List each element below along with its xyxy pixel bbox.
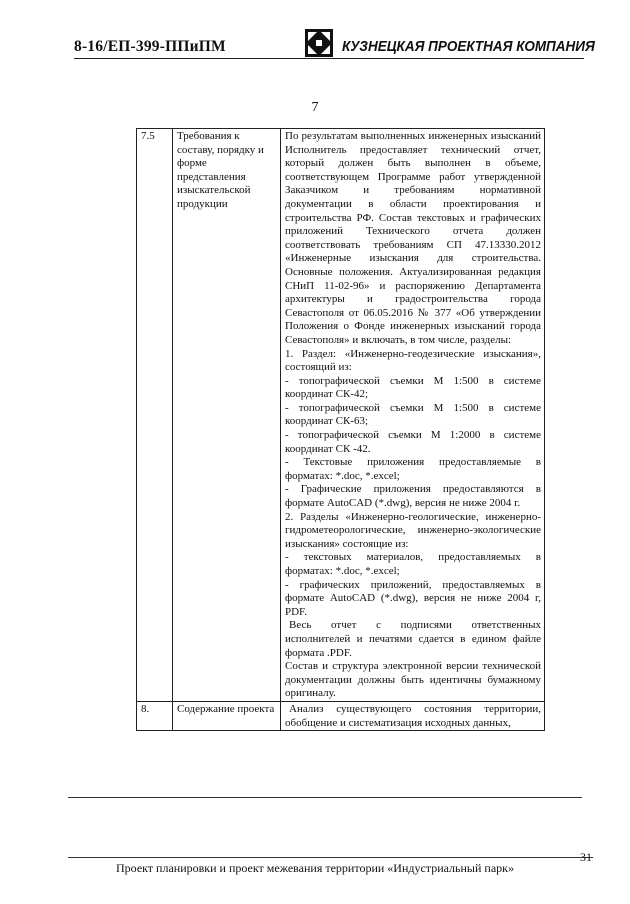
- desc-paragraph: - топографической съемки М 1:2000 в системе координат СК -42.: [285, 429, 541, 455]
- table-row: [137, 129, 545, 702]
- table-row: [137, 701, 545, 730]
- row-description: [281, 701, 545, 730]
- page-number: 7: [311, 100, 319, 115]
- desc-paragraph: - топографической съемки М 1:500 в системе координат СК-42;: [285, 374, 541, 401]
- desc-paragraph: - текстовых материалов, предоставляемых в форматах: *.doc, *.excel;: [285, 551, 541, 577]
- row-number: 7.5: [137, 129, 173, 702]
- bottom-rule: [68, 797, 582, 798]
- requirements-table: [136, 128, 545, 731]
- desc-paragraph: - графических приложений, предоставляемых в формате AutoCAD (*.dwg), версия не ниже 2004 г, PDF.: [285, 578, 541, 618]
- desc-paragraph: Состав и структура электронной версии технической документации должны быть идентичны бумажному оригиналу.: [285, 660, 541, 700]
- row-description: [281, 129, 545, 702]
- footer-rule: [68, 857, 593, 858]
- doc-code: 8-16/ЕП-399-ППиПМ: [74, 38, 226, 55]
- desc-paragraph: - Текстовые приложения предоставляемые в форматах: *.doc, *.excel;: [285, 456, 541, 482]
- header-rule: [74, 58, 584, 59]
- footer-page-number: 31: [580, 850, 592, 864]
- company-name: КУЗНЕЦКАЯ ПРОЕКТНАЯ КОМПАНИЯ: [342, 38, 595, 55]
- desc-paragraph: - Графические приложения предоставляются в формате AutoCAD (*.dwg), версия не ниже 2004 г.: [285, 483, 541, 510]
- desc-paragraph: Весь отчет с подписями ответственных исполнителей и печатями сдается в едином файле формата .PDF.: [285, 619, 541, 659]
- footer-text: Проект планировки и проект межевания территории «Индустриальный парк»: [116, 861, 514, 875]
- desc-paragraph: Анализ существующего состояния территории, обобщение и систематизация исходных данных,: [285, 702, 541, 729]
- desc-paragraph: 1. Раздел: «Инженерно-геодезические изыскания», состоящий из:: [285, 347, 541, 374]
- desc-paragraph: 2. Разделы «Инженерно-геологические, инженерно- гидрометеорологические, инженерно-экологические изыскания» состоящие из:: [285, 510, 541, 550]
- desc-paragraph: По результатам выполненных инженерных изысканий Исполнитель предоставляет технический отчет, который должен быть выполнен в объеме, соответствующем Программе работ утвержденной Заказчиком и требованиям нормативной документации в области проектирования и строительства РФ. Состав текстовых и графических приложений Технического отчета должен соответствовать требованиям СП 47.13330.2012 «Инженерные изыскания для строительства. Основные положения. Актуализированная редакция СНиП 11-02-96» и распоряжению Департамента архитектуры и градостроительства города Севастополя от 06.05.2016 № 377 «Об утверждении Положения о Фонде инженерных изысканий города Севастополя» и включать, в том числе, разделы:: [285, 130, 541, 346]
- row-number: 8.: [137, 701, 173, 730]
- desc-paragraph: - топографической съемки М 1:500 в системе координат СК-63;: [285, 401, 541, 428]
- row-title: Требования к составу, порядку и форме представления изыскательской продукции: [173, 129, 281, 702]
- row-title: Содержание проекта: [173, 701, 281, 730]
- kpk-logo-icon: [304, 28, 334, 58]
